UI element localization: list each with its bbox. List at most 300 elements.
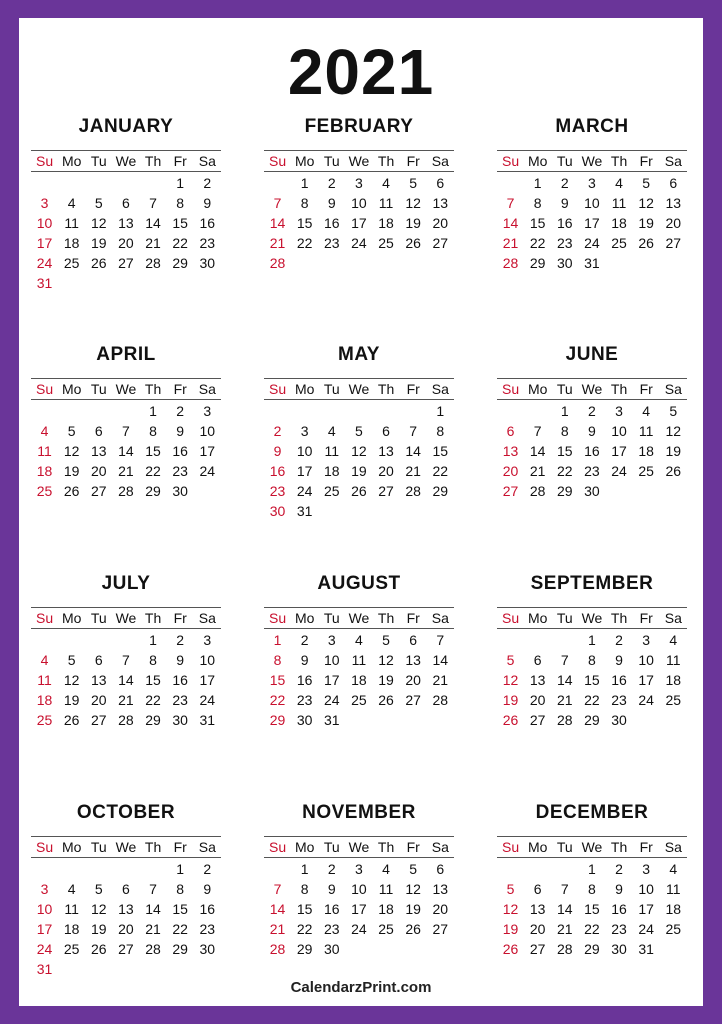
weekday-label: Su [502,381,520,397]
day-cell: 24 [351,235,367,251]
day-cell: 14 [432,652,449,668]
day-cell: 13 [432,195,449,211]
day-cell: 21 [118,463,134,479]
weekday-label: We [348,153,370,169]
day-cell: 8 [176,195,185,211]
week-row [497,213,687,233]
day-cell: 21 [145,235,161,251]
day-cell: 13 [378,443,394,459]
weekday-label: Mo [294,153,315,169]
weekday-label: Th [144,839,162,855]
month-grid [31,607,221,730]
weekday-label: Tu [90,153,107,169]
day-cell: 15 [432,443,449,459]
day-cell: 30 [199,941,216,957]
day-cell: 20 [118,921,134,937]
day-cell: 25 [378,235,394,251]
day-cell: 26 [502,941,519,957]
week-row [31,859,221,879]
weekday-label: Mo [294,381,315,397]
week-row [264,173,454,193]
day-cell: 22 [432,463,449,479]
day-cell: 13 [432,881,449,897]
day-cell: 8 [149,652,157,668]
day-cell: 6 [122,195,130,211]
month-november [264,800,454,959]
day-cell: 4 [615,175,623,191]
day-cell: 26 [63,712,80,728]
month-grid [31,378,221,501]
day-cell: 4 [669,861,678,877]
day-cell: 10 [638,881,654,897]
month-grid [497,607,687,730]
day-cell: 23 [172,692,188,708]
day-cell: 21 [405,463,421,479]
week-row [497,421,687,441]
day-cell: 7 [149,881,157,897]
day-cell: 21 [145,921,161,937]
day-cell: 7 [506,195,515,211]
day-cell: 23 [324,921,340,937]
day-cell: 19 [351,463,367,479]
weekday-label: Fr [173,839,187,855]
day-cell: 1 [588,861,596,877]
day-cell: 14 [405,443,421,459]
week-row [497,859,687,879]
day-cell: 3 [327,632,336,648]
day-cell: 27 [502,483,519,499]
weekday-label: Mo [294,839,315,855]
month-name: SEPTEMBER [530,573,654,594]
week-row [31,441,221,461]
day-cell: 2 [615,861,623,877]
day-cell: 12 [91,215,107,231]
day-cell: 29 [432,483,449,499]
day-cell: 24 [36,941,53,957]
day-cell: 24 [324,692,340,708]
day-cell: 13 [502,443,519,459]
day-cell: 17 [638,672,654,688]
day-cell: 25 [378,921,394,937]
month-name: AUGUST [317,573,401,594]
day-cell: 8 [436,423,445,439]
week-row [264,690,454,710]
day-cell: 30 [199,255,216,271]
weekday-label: We [348,839,370,855]
weekday-label: Mo [527,839,548,855]
week-row [264,859,454,879]
month-grid [31,150,221,293]
weekday-header [31,607,221,629]
weekday-label: Th [610,153,628,169]
weekday-label: Tu [556,610,573,626]
day-cell: 24 [199,692,216,708]
day-cell: 1 [149,403,157,419]
weekday-header [31,150,221,172]
day-cell: 12 [405,881,421,897]
day-cell: 13 [529,672,546,688]
day-cell: 5 [382,632,390,648]
weekday-label: Fr [406,153,420,169]
day-cell: 31 [36,961,53,977]
day-cell: 24 [36,255,53,271]
weekday-label: We [348,381,370,397]
day-cell: 23 [584,463,600,479]
day-cell: 24 [351,921,367,937]
day-cell: 15 [557,443,573,459]
day-cell: 19 [405,901,421,917]
day-cell: 29 [172,255,188,271]
month-grid [497,836,687,959]
day-cell: 14 [269,215,286,231]
day-cell: 5 [409,861,418,877]
weekday-label: Tu [556,153,573,169]
week-row [31,899,221,919]
day-cell: 9 [203,195,212,211]
weekday-label: Su [502,839,520,855]
weekday-label: Th [377,153,395,169]
day-cell: 4 [669,632,678,648]
day-cell: 19 [63,463,80,479]
weekday-label: Su [36,610,54,626]
day-cell: 11 [611,195,627,211]
weekday-label: Su [502,610,520,626]
weekday-label: Sa [431,610,449,626]
weekday-header [497,150,687,172]
day-cell: 11 [378,881,394,897]
day-cell: 17 [36,235,53,251]
day-cell: 6 [94,652,103,668]
day-cell: 19 [405,215,421,231]
day-cell: 27 [91,483,107,499]
day-cell: 1 [588,632,596,648]
month-name: JUNE [565,344,619,365]
day-cell: 29 [269,712,286,728]
day-cell: 28 [145,941,161,957]
weekday-label: Th [377,381,395,397]
day-cell: 9 [615,652,623,668]
day-cell: 31 [36,275,53,291]
weekday-label: Mo [527,610,548,626]
day-cell: 16 [611,901,627,917]
day-cell: 27 [529,712,546,728]
day-cell: 10 [611,423,627,439]
week-row [31,630,221,650]
day-cell: 6 [533,652,542,668]
day-cell: 11 [666,652,681,668]
day-cell: 20 [91,463,107,479]
day-cell: 26 [91,941,107,957]
day-cell: 21 [118,692,134,708]
day-cell: 9 [327,881,336,897]
weekday-label: Mo [294,610,315,626]
week-row [264,253,454,273]
week-row [264,939,454,959]
day-cell: 20 [502,463,519,479]
day-cell: 2 [615,632,623,648]
month-name: MARCH [555,116,629,137]
day-cell: 7 [409,423,418,439]
day-cell: 16 [199,215,216,231]
day-cell: 11 [666,881,681,897]
month-grid [264,836,454,959]
day-cell: 10 [199,423,216,439]
day-cell: 4 [67,881,76,897]
day-cell: 12 [638,195,654,211]
week-row [497,939,687,959]
weekday-label: Fr [173,153,187,169]
day-cell: 19 [638,215,654,231]
day-cell: 26 [351,483,367,499]
day-cell: 29 [529,255,546,271]
day-cell: 1 [300,175,309,191]
day-cell: 2 [327,861,336,877]
day-cell: 25 [36,483,53,499]
day-cell: 22 [296,921,313,937]
weekday-label: Th [610,839,628,855]
weekday-label: Sa [664,381,682,397]
day-cell: 23 [296,692,313,708]
day-cell: 4 [355,632,363,648]
day-cell: 11 [324,443,340,459]
day-cell: 5 [67,423,76,439]
day-cell: 29 [584,712,600,728]
day-cell: 23 [611,921,627,937]
weekday-label: Fr [406,839,420,855]
day-cell: 12 [502,901,519,917]
day-cell: 20 [378,463,394,479]
day-cell: 28 [502,255,519,271]
weekday-label: Fr [639,610,653,626]
day-cell: 8 [149,423,157,439]
day-cell: 25 [351,692,367,708]
day-cell: 19 [91,921,107,937]
day-cell: 2 [273,423,282,439]
day-cell: 9 [327,195,336,211]
day-cell: 14 [269,901,286,917]
weekday-label: Sa [198,381,216,397]
weekday-label: Mo [61,839,82,855]
day-cell: 24 [638,692,654,708]
week-row [31,939,221,959]
month-name: OCTOBER [76,802,176,823]
week-row [497,710,687,730]
day-cell: 23 [269,483,286,499]
day-cell: 10 [324,652,340,668]
day-cell: 25 [611,235,627,251]
week-row [497,481,687,501]
day-cell: 21 [557,692,573,708]
weekday-label: Tu [323,381,340,397]
day-cell: 13 [529,901,546,917]
month-july [31,571,221,730]
day-cell: 16 [296,672,313,688]
day-cell: 27 [118,941,134,957]
week-row [31,481,221,501]
day-cell: 26 [502,712,519,728]
day-cell: 2 [176,632,185,648]
day-cell: 25 [665,692,682,708]
day-cell: 11 [638,423,654,439]
day-cell: 7 [122,652,130,668]
weekday-label: Sa [198,839,216,855]
week-row [31,213,221,233]
month-april [31,342,221,501]
weekday-label: Su [36,153,54,169]
day-cell: 26 [63,483,80,499]
day-cell: 15 [296,901,313,917]
day-cell: 25 [665,921,682,937]
weekday-label: We [115,610,137,626]
day-cell: 14 [529,443,546,459]
day-cell: 8 [533,195,542,211]
day-cell: 7 [122,423,130,439]
day-cell: 20 [432,215,449,231]
day-cell: 5 [67,652,76,668]
day-cell: 30 [611,712,627,728]
day-cell: 26 [378,692,394,708]
day-cell: 4 [382,175,390,191]
day-cell: 11 [37,443,52,459]
day-cell: 5 [506,652,515,668]
weekday-label: Tu [323,839,340,855]
month-name: MAY [338,344,380,365]
weekday-label: Su [36,381,54,397]
weekday-label: Mo [61,381,82,397]
day-cell: 14 [145,901,161,917]
weekday-label: Tu [556,381,573,397]
day-cell: 7 [533,423,542,439]
day-cell: 11 [37,672,52,688]
day-cell: 11 [378,195,394,211]
day-cell: 16 [324,901,340,917]
weekday-label: Mo [527,153,548,169]
day-cell: 28 [405,483,421,499]
day-cell: 9 [176,652,185,668]
day-cell: 19 [665,443,682,459]
weekday-label: Sa [198,153,216,169]
weekday-label: Fr [173,381,187,397]
day-cell: 7 [560,881,569,897]
weekday-label: We [581,381,603,397]
day-cell: 21 [432,672,449,688]
day-cell: 17 [324,672,340,688]
day-cell: 10 [36,215,53,231]
day-cell: 1 [273,632,282,648]
month-grid [264,378,454,521]
day-cell: 6 [436,175,445,191]
day-cell: 24 [611,463,627,479]
day-cell: 29 [145,712,161,728]
day-cell: 18 [63,921,80,937]
day-cell: 10 [351,881,367,897]
day-cell: 13 [118,901,134,917]
weekday-label: Su [269,381,287,397]
day-cell: 1 [560,403,569,419]
weekday-label: Fr [406,381,420,397]
day-cell: 5 [355,423,363,439]
week-row [31,879,221,899]
day-cell: 23 [172,463,188,479]
weekday-label: Fr [639,839,653,855]
day-cell: 2 [327,175,336,191]
day-cell: 12 [378,652,394,668]
day-cell: 26 [665,463,682,479]
day-cell: 18 [611,215,627,231]
day-cell: 8 [300,195,309,211]
day-cell: 28 [557,941,573,957]
day-cell: 1 [436,403,445,419]
day-cell: 25 [63,255,80,271]
day-cell: 17 [584,215,600,231]
day-cell: 12 [665,423,682,439]
day-cell: 20 [118,235,134,251]
month-grid [264,150,454,273]
day-cell: 18 [63,235,80,251]
week-row [264,421,454,441]
weekday-label: Th [377,839,395,855]
day-cell: 20 [432,901,449,917]
weekday-header [31,378,221,400]
day-cell: 30 [296,712,313,728]
day-cell: 6 [669,175,678,191]
day-cell: 5 [642,175,651,191]
day-cell: 28 [145,255,161,271]
weekday-header [264,836,454,858]
day-cell: 20 [529,692,546,708]
day-cell: 30 [324,941,340,957]
day-cell: 1 [149,632,157,648]
day-cell: 18 [36,692,53,708]
week-row [264,213,454,233]
week-row [497,690,687,710]
day-cell: 17 [638,901,654,917]
day-cell: 20 [665,215,682,231]
weekday-label: Su [269,610,287,626]
weekday-label: Fr [639,153,653,169]
month-may [264,342,454,521]
day-cell: 29 [557,483,573,499]
day-cell: 14 [145,215,161,231]
day-cell: 29 [145,483,161,499]
day-cell: 13 [91,443,107,459]
day-cell: 16 [172,443,188,459]
week-row [264,879,454,899]
day-cell: 8 [176,881,185,897]
day-cell: 26 [405,921,421,937]
day-cell: 4 [327,423,336,439]
day-cell: 16 [611,672,627,688]
day-cell: 12 [63,672,80,688]
day-cell: 7 [273,881,282,897]
day-cell: 15 [269,672,286,688]
day-cell: 25 [324,483,340,499]
day-cell: 3 [615,403,623,419]
footer-site: CalendarzPrint.com [290,979,432,996]
day-cell: 12 [351,443,367,459]
day-cell: 3 [40,881,49,897]
day-cell: 3 [40,195,49,211]
weekday-label: Th [144,610,162,626]
day-cell: 8 [588,652,596,668]
day-cell: 26 [638,235,654,251]
day-cell: 6 [382,423,390,439]
day-cell: 31 [324,712,340,728]
weekday-label: Tu [90,381,107,397]
weekday-label: Tu [90,610,107,626]
month-september [497,571,687,730]
day-cell: 25 [638,463,654,479]
